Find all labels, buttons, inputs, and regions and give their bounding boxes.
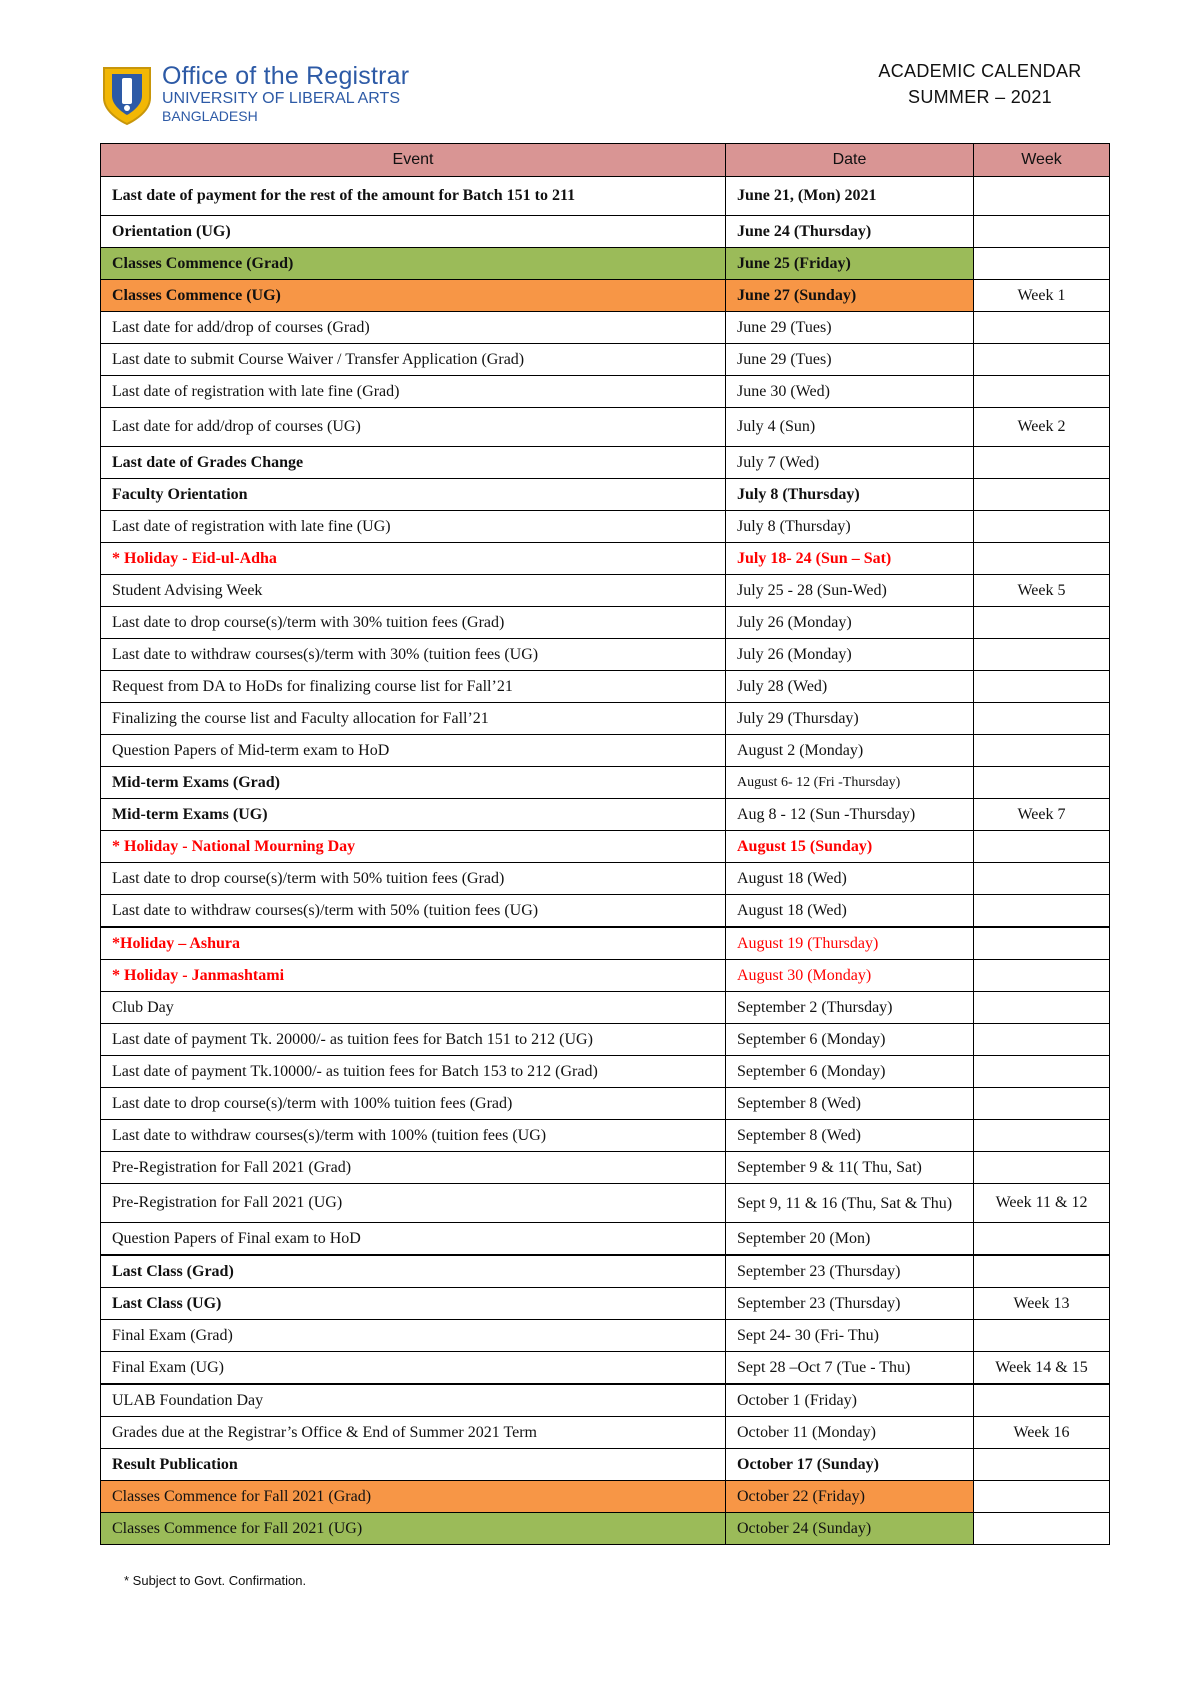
date-cell: August 19 (Thursday) (726, 927, 974, 960)
event-cell: Mid-term Exams (UG) (101, 799, 726, 831)
table-row (101, 511, 1110, 543)
table-row (101, 927, 1110, 960)
date-cell: July 7 (Wed) (726, 447, 974, 479)
table-row (101, 1352, 1110, 1385)
table-row (101, 671, 1110, 703)
table-row (101, 703, 1110, 735)
date-cell: September 8 (Wed) (726, 1088, 974, 1120)
week-cell (974, 1320, 1110, 1352)
table-row (101, 735, 1110, 767)
table-row (101, 248, 1110, 280)
week-cell (974, 863, 1110, 895)
logo-university: UNIVERSITY OF LIBERAL ARTS (162, 90, 400, 107)
table-row (101, 575, 1110, 607)
table-row (101, 895, 1110, 928)
date-cell: June 25 (Friday) (726, 248, 974, 280)
week-cell (974, 1223, 1110, 1256)
table-header-row (101, 144, 1110, 177)
week-cell (974, 1513, 1110, 1545)
event-cell: Result Publication (101, 1449, 726, 1481)
document-title (870, 58, 1090, 110)
date-cell: October 11 (Monday) (726, 1417, 974, 1449)
event-cell: Last Class (UG) (101, 1288, 726, 1320)
date-cell: September 2 (Thursday) (726, 992, 974, 1024)
table-row (101, 177, 1110, 216)
event-cell: Last date to submit Course Waiver / Transfer Application (Grad) (101, 344, 726, 376)
event-cell: Last date of Grades Change (101, 447, 726, 479)
date-cell: September 8 (Wed) (726, 1120, 974, 1152)
date-cell: Sept 24- 30 (Fri- Thu) (726, 1320, 974, 1352)
logo-country: BANGLADESH (162, 108, 258, 124)
footnote: * Subject to Govt. Confirmation. (124, 1573, 307, 1588)
ulab-emblem-icon (100, 64, 154, 126)
date-cell: July 4 (Sun) (726, 408, 974, 447)
date-cell: July 26 (Monday) (726, 607, 974, 639)
event-cell: Pre-Registration for Fall 2021 (UG) (101, 1184, 726, 1223)
event-cell: Last date to withdraw courses(s)/term with 50% (tuition fees (UG) (101, 895, 726, 928)
week-cell (974, 767, 1110, 799)
date-cell: September 6 (Monday) (726, 1056, 974, 1088)
page-header (100, 58, 1090, 128)
date-cell: August 2 (Monday) (726, 735, 974, 767)
event-cell: Last date for add/drop of courses (Grad) (101, 312, 726, 344)
event-cell: Last date to drop course(s)/term with 50% tuition fees (Grad) (101, 863, 726, 895)
column-header-date: Date (726, 144, 974, 177)
table-row (101, 216, 1110, 248)
table-row (101, 447, 1110, 479)
date-cell: August 30 (Monday) (726, 960, 974, 992)
date-cell: June 29 (Tues) (726, 312, 974, 344)
event-cell: Orientation (UG) (101, 216, 726, 248)
week-cell (974, 248, 1110, 280)
date-cell: September 23 (Thursday) (726, 1288, 974, 1320)
event-cell: Final Exam (Grad) (101, 1320, 726, 1352)
table-row (101, 1481, 1110, 1513)
event-cell: Question Papers of Final exam to HoD (101, 1223, 726, 1256)
table-row (101, 992, 1110, 1024)
date-cell: September 20 (Mon) (726, 1223, 974, 1256)
date-cell: July 29 (Thursday) (726, 703, 974, 735)
date-cell: June 29 (Tues) (726, 344, 974, 376)
event-cell: Student Advising Week (101, 575, 726, 607)
event-cell: Last date of registration with late fine (Grad) (101, 376, 726, 408)
date-cell: June 30 (Wed) (726, 376, 974, 408)
table-row (101, 1088, 1110, 1120)
table-row (101, 1513, 1110, 1545)
event-cell: Classes Commence for Fall 2021 (UG) (101, 1513, 726, 1545)
table-row (101, 607, 1110, 639)
week-cell (974, 671, 1110, 703)
event-cell: Last date of payment Tk.10000/- as tuition fees for Batch 153 to 212 (Grad) (101, 1056, 726, 1088)
date-cell: July 26 (Monday) (726, 639, 974, 671)
week-cell (974, 1152, 1110, 1184)
week-cell (974, 376, 1110, 408)
logo-title: Office of the Registrar (162, 62, 410, 90)
week-cell (974, 511, 1110, 543)
week-cell (974, 1088, 1110, 1120)
week-cell (974, 447, 1110, 479)
week-cell (974, 639, 1110, 671)
date-cell: August 6- 12 (Fri -Thursday) (726, 767, 974, 799)
event-cell: Request from DA to HoDs for finalizing course list for Fall’21 (101, 671, 726, 703)
event-cell: Faculty Orientation (101, 479, 726, 511)
week-cell (974, 960, 1110, 992)
table-row (101, 280, 1110, 312)
week-cell: Week 5 (974, 575, 1110, 607)
date-cell: Sept 28 –Oct 7 (Tue - Thu) (726, 1352, 974, 1385)
week-cell (974, 177, 1110, 216)
table-row (101, 1024, 1110, 1056)
week-cell (974, 1056, 1110, 1088)
academic-calendar-table (100, 143, 1110, 1545)
date-cell: August 18 (Wed) (726, 863, 974, 895)
event-cell: Last date of registration with late fine (UG) (101, 511, 726, 543)
date-cell: June 27 (Sunday) (726, 280, 974, 312)
table-row (101, 1223, 1110, 1256)
table-row (101, 1120, 1110, 1152)
title-line-2: SUMMER – 2021 (908, 87, 1052, 107)
table-row (101, 863, 1110, 895)
event-cell: * Holiday - Eid-ul-Adha (101, 543, 726, 575)
event-cell: Club Day (101, 992, 726, 1024)
date-cell: July 8 (Thursday) (726, 511, 974, 543)
event-cell: Last date of payment Tk. 20000/- as tuition fees for Batch 151 to 212 (UG) (101, 1024, 726, 1056)
date-cell: October 22 (Friday) (726, 1481, 974, 1513)
week-cell (974, 735, 1110, 767)
table-row (101, 1152, 1110, 1184)
week-cell (974, 1024, 1110, 1056)
table-row (101, 1056, 1110, 1088)
table-row (101, 1255, 1110, 1288)
table-row (101, 767, 1110, 799)
date-cell: Aug 8 - 12 (Sun -Thursday) (726, 799, 974, 831)
table-row (101, 344, 1110, 376)
title-line-1: ACADEMIC CALENDAR (878, 61, 1082, 81)
date-cell: July 25 - 28 (Sun-Wed) (726, 575, 974, 607)
week-cell (974, 895, 1110, 928)
event-cell: Last date of payment for the rest of the amount for Batch 151 to 211 (101, 177, 726, 216)
date-cell: June 21, (Mon) 2021 (726, 177, 974, 216)
week-cell: Week 7 (974, 799, 1110, 831)
event-cell: Last date to withdraw courses(s)/term with 100% (tuition fees (UG) (101, 1120, 726, 1152)
date-cell: October 1 (Friday) (726, 1384, 974, 1417)
event-cell: Pre-Registration for Fall 2021 (Grad) (101, 1152, 726, 1184)
week-cell: Week 16 (974, 1417, 1110, 1449)
week-cell (974, 344, 1110, 376)
week-cell (974, 831, 1110, 863)
date-cell: October 24 (Sunday) (726, 1513, 974, 1545)
week-cell: Week 13 (974, 1288, 1110, 1320)
event-cell: Last date for add/drop of courses (UG) (101, 408, 726, 447)
date-cell: October 17 (Sunday) (726, 1449, 974, 1481)
table-row (101, 1384, 1110, 1417)
week-cell (974, 543, 1110, 575)
date-cell: August 18 (Wed) (726, 895, 974, 928)
event-cell: * Holiday - Janmashtami (101, 960, 726, 992)
week-cell (974, 992, 1110, 1024)
registrar-logo (100, 62, 420, 126)
table-row (101, 799, 1110, 831)
event-cell: *Holiday – Ashura (101, 927, 726, 960)
week-cell (974, 1255, 1110, 1288)
event-cell: Last date to drop course(s)/term with 100% tuition fees (Grad) (101, 1088, 726, 1120)
column-header-event: Event (101, 144, 726, 177)
week-cell (974, 1449, 1110, 1481)
date-cell: Sept 9, 11 & 16 (Thu, Sat & Thu) (726, 1184, 974, 1223)
date-cell: July 18- 24 (Sun – Sat) (726, 543, 974, 575)
event-cell: Final Exam (UG) (101, 1352, 726, 1385)
table-row (101, 1417, 1110, 1449)
week-cell: Week 1 (974, 280, 1110, 312)
week-cell (974, 1384, 1110, 1417)
event-cell: Last date to drop course(s)/term with 30% tuition fees (Grad) (101, 607, 726, 639)
event-cell: Mid-term Exams (Grad) (101, 767, 726, 799)
table-row (101, 479, 1110, 511)
event-cell: Classes Commence (UG) (101, 280, 726, 312)
event-cell: Last Class (Grad) (101, 1255, 726, 1288)
date-cell: September 9 & 11( Thu, Sat) (726, 1152, 974, 1184)
table-row (101, 1288, 1110, 1320)
table-row (101, 543, 1110, 575)
event-cell: Question Papers of Mid-term exam to HoD (101, 735, 726, 767)
week-cell (974, 312, 1110, 344)
event-cell: Grades due at the Registrar’s Office & End of Summer 2021 Term (101, 1417, 726, 1449)
table-row (101, 1449, 1110, 1481)
event-cell: Classes Commence for Fall 2021 (Grad) (101, 1481, 726, 1513)
table-row (101, 312, 1110, 344)
week-cell (974, 1481, 1110, 1513)
date-cell: September 23 (Thursday) (726, 1255, 974, 1288)
table-row (101, 960, 1110, 992)
week-cell: Week 2 (974, 408, 1110, 447)
week-cell (974, 479, 1110, 511)
week-cell (974, 927, 1110, 960)
event-cell: Last date to withdraw courses(s)/term with 30% (tuition fees (UG) (101, 639, 726, 671)
date-cell: July 28 (Wed) (726, 671, 974, 703)
week-cell (974, 1120, 1110, 1152)
table-row (101, 376, 1110, 408)
date-cell: August 15 (Sunday) (726, 831, 974, 863)
week-cell (974, 216, 1110, 248)
date-cell: September 6 (Monday) (726, 1024, 974, 1056)
event-cell: * Holiday - National Mourning Day (101, 831, 726, 863)
calendar-rows (101, 177, 1110, 1545)
event-cell: Classes Commence (Grad) (101, 248, 726, 280)
table-row (101, 1184, 1110, 1223)
table-row (101, 831, 1110, 863)
table-row (101, 1320, 1110, 1352)
week-cell: Week 11 & 12 (974, 1184, 1110, 1223)
date-cell: July 8 (Thursday) (726, 479, 974, 511)
event-cell: ULAB Foundation Day (101, 1384, 726, 1417)
column-header-week: Week (974, 144, 1110, 177)
event-cell: Finalizing the course list and Faculty allocation for Fall’21 (101, 703, 726, 735)
table-row (101, 408, 1110, 447)
week-cell (974, 607, 1110, 639)
table-row (101, 639, 1110, 671)
date-cell: June 24 (Thursday) (726, 216, 974, 248)
week-cell: Week 14 & 15 (974, 1352, 1110, 1385)
week-cell (974, 703, 1110, 735)
